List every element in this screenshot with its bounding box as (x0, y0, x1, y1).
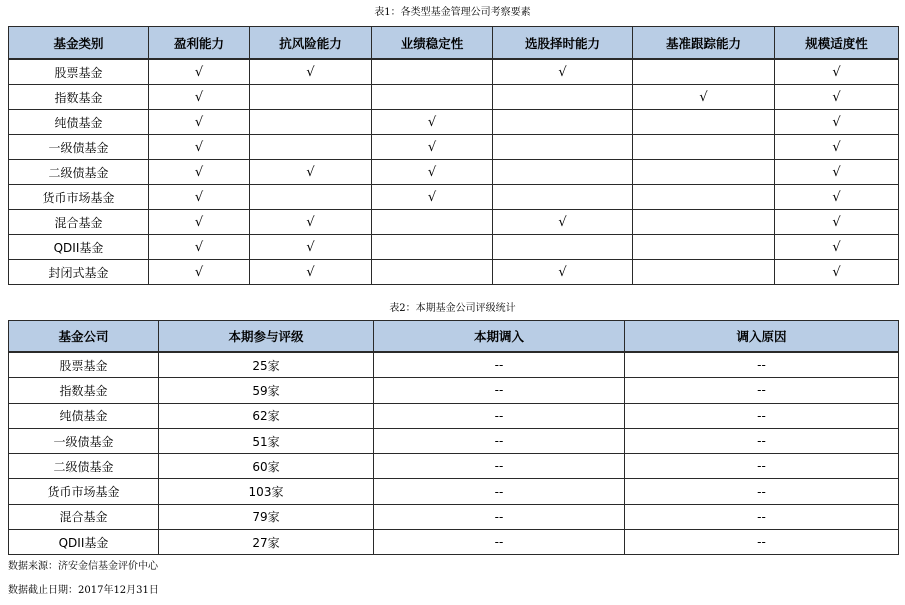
added-cell: -- (374, 378, 625, 403)
table1-column-header: 抗风险能力 (250, 27, 372, 60)
empty-cell (633, 260, 775, 285)
fund-category-cell: 货币市场基金 (9, 185, 149, 210)
table1-column-header: 盈利能力 (149, 27, 250, 60)
fund-company-cell: 混合基金 (9, 504, 159, 529)
empty-cell (372, 210, 493, 235)
checkmark-cell: √ (250, 160, 372, 185)
table-row (9, 428, 899, 453)
empty-cell (250, 85, 372, 110)
reason-cell: -- (625, 378, 899, 403)
checkmark-cell: √ (250, 59, 372, 85)
reason-cell: -- (625, 479, 899, 504)
table2-column-header: 本期调入 (374, 321, 625, 353)
checkmark-cell: √ (149, 260, 250, 285)
fund-category-cell: 混合基金 (9, 210, 149, 235)
table1-column-header: 业绩稳定性 (372, 27, 493, 60)
reason-cell: -- (625, 504, 899, 529)
table2-caption: 表2：本期基金公司评级统计 (389, 303, 516, 314)
data-deadline-note: 数据截止日期：2017年12月31日 (8, 585, 159, 596)
checkmark-cell: √ (775, 260, 899, 285)
table-row (9, 235, 899, 260)
checkmark-cell: √ (372, 185, 493, 210)
checkmark-cell: √ (775, 135, 899, 160)
empty-cell (493, 135, 633, 160)
table-row (9, 504, 899, 529)
fund-company-cell: 纯债基金 (9, 403, 159, 428)
table1-body (9, 59, 899, 285)
empty-cell (493, 235, 633, 260)
checkmark-cell: √ (149, 85, 250, 110)
table1-header-row (9, 27, 899, 60)
empty-cell (372, 260, 493, 285)
table-row (9, 530, 899, 555)
fund-category-cell: 指数基金 (9, 85, 149, 110)
table-row (9, 210, 899, 235)
fund-company-cell: 指数基金 (9, 378, 159, 403)
checkmark-cell: √ (372, 160, 493, 185)
rated-count-cell: 25家 (159, 352, 374, 378)
empty-cell (633, 160, 775, 185)
table-row (9, 454, 899, 479)
table-row (9, 403, 899, 428)
rated-count-cell: 60家 (159, 454, 374, 479)
checkmark-cell: √ (149, 235, 250, 260)
checkmark-cell: √ (775, 210, 899, 235)
table2-header-row (9, 321, 899, 353)
checkmark-cell: √ (149, 160, 250, 185)
table1-column-header: 选股择时能力 (493, 27, 633, 60)
table-row (9, 185, 899, 210)
fund-category-cell: 封闭式基金 (9, 260, 149, 285)
table2-column-header: 调入原因 (625, 321, 899, 353)
table2-column-header: 基金公司 (9, 321, 159, 353)
checkmark-cell: √ (250, 260, 372, 285)
empty-cell (250, 185, 372, 210)
rated-count-cell: 79家 (159, 504, 374, 529)
empty-cell (493, 85, 633, 110)
fund-category-cell: 纯债基金 (9, 110, 149, 135)
checkmark-cell: √ (633, 85, 775, 110)
checkmark-cell: √ (775, 235, 899, 260)
table1-column-header: 规模适度性 (775, 27, 899, 60)
empty-cell (372, 59, 493, 85)
empty-cell (250, 110, 372, 135)
checkmark-cell: √ (149, 135, 250, 160)
added-cell: -- (374, 479, 625, 504)
fund-category-cell: 股票基金 (9, 59, 149, 85)
checkmark-cell: √ (149, 110, 250, 135)
empty-cell (633, 110, 775, 135)
checkmark-cell: √ (493, 260, 633, 285)
fund-company-cell: 一级债基金 (9, 428, 159, 453)
rated-count-cell: 27家 (159, 530, 374, 555)
checkmark-cell: √ (493, 210, 633, 235)
checkmark-cell: √ (775, 85, 899, 110)
checkmark-cell: √ (775, 59, 899, 85)
rated-count-cell: 62家 (159, 403, 374, 428)
reason-cell: -- (625, 454, 899, 479)
fund-company-cell: QDII基金 (9, 530, 159, 555)
empty-cell (633, 210, 775, 235)
checkmark-cell: √ (149, 210, 250, 235)
checkmark-cell: √ (775, 185, 899, 210)
empty-cell (372, 85, 493, 110)
table-row (9, 378, 899, 403)
table-row (9, 85, 899, 110)
reason-cell: -- (625, 352, 899, 378)
empty-cell (250, 135, 372, 160)
checkmark-cell: √ (250, 235, 372, 260)
empty-cell (493, 185, 633, 210)
added-cell: -- (374, 428, 625, 453)
empty-cell (493, 110, 633, 135)
table2-column-header: 本期参与评级 (159, 321, 374, 353)
checkmark-cell: √ (775, 160, 899, 185)
table-row (9, 59, 899, 85)
checkmark-cell: √ (250, 210, 372, 235)
table1-column-header: 基金类别 (9, 27, 149, 60)
rating-statistics-table (8, 320, 899, 555)
table-row (9, 110, 899, 135)
checkmark-cell: √ (493, 59, 633, 85)
checkmark-cell: √ (149, 185, 250, 210)
checkmark-cell: √ (372, 135, 493, 160)
fund-company-cell: 股票基金 (9, 352, 159, 378)
reason-cell: -- (625, 428, 899, 453)
data-source-note: 数据来源：济安金信基金评价中心 (8, 561, 158, 572)
table1-column-header: 基准跟踪能力 (633, 27, 775, 60)
fund-company-cell: 二级债基金 (9, 454, 159, 479)
added-cell: -- (374, 352, 625, 378)
empty-cell (372, 235, 493, 260)
empty-cell (633, 235, 775, 260)
table-row (9, 260, 899, 285)
added-cell: -- (374, 530, 625, 555)
checkmark-cell: √ (372, 110, 493, 135)
table2-body (9, 352, 899, 555)
checkmark-cell: √ (149, 59, 250, 85)
checkmark-cell: √ (775, 110, 899, 135)
added-cell: -- (374, 403, 625, 428)
empty-cell (633, 59, 775, 85)
empty-cell (493, 160, 633, 185)
fund-category-cell: 二级债基金 (9, 160, 149, 185)
table-row (9, 479, 899, 504)
fund-company-cell: 货币市场基金 (9, 479, 159, 504)
rated-count-cell: 51家 (159, 428, 374, 453)
fund-category-cell: 一级债基金 (9, 135, 149, 160)
reason-cell: -- (625, 530, 899, 555)
added-cell: -- (374, 454, 625, 479)
added-cell: -- (374, 504, 625, 529)
rated-count-cell: 103家 (159, 479, 374, 504)
table-row (9, 352, 899, 378)
evaluation-factors-table (8, 26, 899, 285)
empty-cell (633, 185, 775, 210)
rated-count-cell: 59家 (159, 378, 374, 403)
reason-cell: -- (625, 403, 899, 428)
fund-category-cell: QDII基金 (9, 235, 149, 260)
empty-cell (633, 135, 775, 160)
table-row (9, 160, 899, 185)
table1-caption: 表1：各类型基金管理公司考察要素 (374, 7, 531, 18)
table-row (9, 135, 899, 160)
